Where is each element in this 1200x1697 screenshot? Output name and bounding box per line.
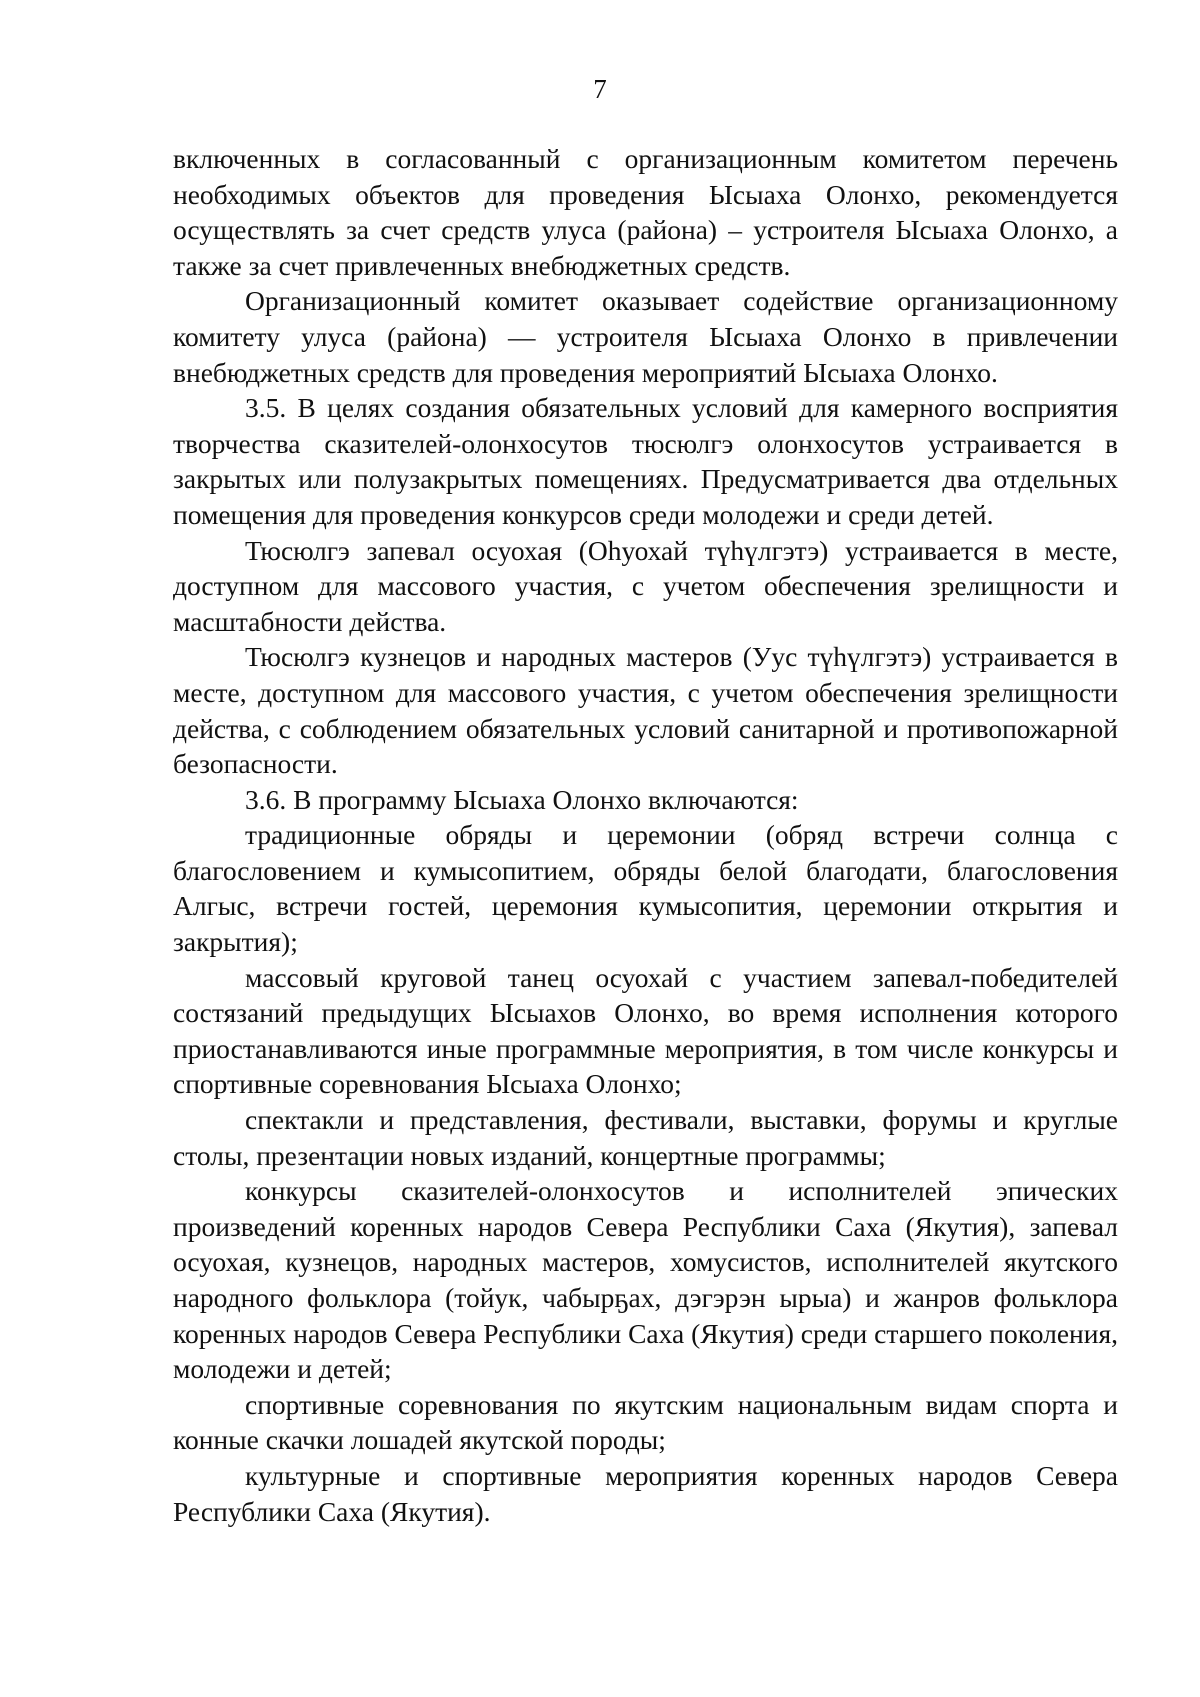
document-body	[173, 141, 1118, 1529]
list-item-osuokhai-dance: массовый круговой танец осуохай с участием запевал-победителей состязаний предыдущих Ысыахов Олонхо, во время исполнения которого приостанавливаются иные программные мероприятия, в том числе конкурсы и спортивные соревнования Ысыаха Олонхо;	[173, 961, 1118, 1100]
list-item-indigenous-events: культурные и спортивные мероприятия коренных народов Севера Республики Саха (Якутия).	[173, 1459, 1118, 1527]
list-item-performances: спектакли и представления, фестивали, выставки, форумы и круглые столы, презентации новых изданий, концертные программы;	[173, 1104, 1118, 1171]
paragraph-3-6-heading: 3.6. В программу Ысыаха Олонхо включаются:	[245, 783, 799, 815]
page-number: 7	[593, 74, 607, 104]
list-item-rituals: традиционные обряды и церемонии (обряд встречи солнца с благословением и кумысопитием, обряды белой благодати, благословения Алгыс, встречи гостей, церемония кумысопития, церемонии открытия и закрытия);	[173, 819, 1118, 958]
paragraph-osuokhai-tusulge: Тюсюлгэ запевал осуохая (Оһуохай түһүлгэтэ) устраивается в месте, доступном для массового участия, с учетом обеспечения зрелищности и масштабности действа.	[173, 534, 1118, 637]
paragraph-continuation: включенных в согласованный с организационным комитетом перечень необходимых объектов для проведения Ысыаха Олонхо, рекомендуется осуществлять за счет средств улуса (района) – устроителя Ысыаха Олонхо, а также за счет привлеченных внебюджетных средств.	[173, 143, 1118, 281]
list-item-contests: конкурсы сказителей-олонхосутов и исполнителей эпических произведений коренных народов Севера Республики Саха (Якутия), запевал осуохая, кузнецов, народных мастеров, хомусистов, исполнителей якутского народного фольклора (тойук, чабырҕах, дэгэрэн ырыа) и жанров фольклора коренных народов Севера Республики Саха (Якутия) среди старшего поколения, молодежи и детей;	[173, 1175, 1118, 1385]
paragraph-blacksmiths-tusulge: Тюсюлгэ кузнецов и народных мастеров (Уус түһүлгэтэ) устраивается в месте, доступном для массового участия, с учетом обеспечения зрелищности действа, с соблюдением обязательных условий санитарной и противопожарной безопасности.	[173, 641, 1118, 780]
paragraph-orgcommittee-support: Организационный комитет оказывает содействие организационному комитету улуса (района) — устроителя Ысыаха Олонхо в привлечении внебюджетных средств для проведения мероприятий Ысыаха Олонхо.	[173, 285, 1118, 388]
list-item-sports: спортивные соревнования по якутским национальным видам спорта и конные скачки лошадей якутской породы;	[173, 1388, 1118, 1456]
paragraph-3-5: 3.5. В целях создания обязательных условий для камерного восприятия творчества сказителей-олонхосутов тюсюлгэ олонхосутов устраивается в закрытых или полузакрытых помещениях. Предусматривается два отдельных помещения для проведения конкурсов среди молодежи и среди детей.	[173, 392, 1118, 530]
